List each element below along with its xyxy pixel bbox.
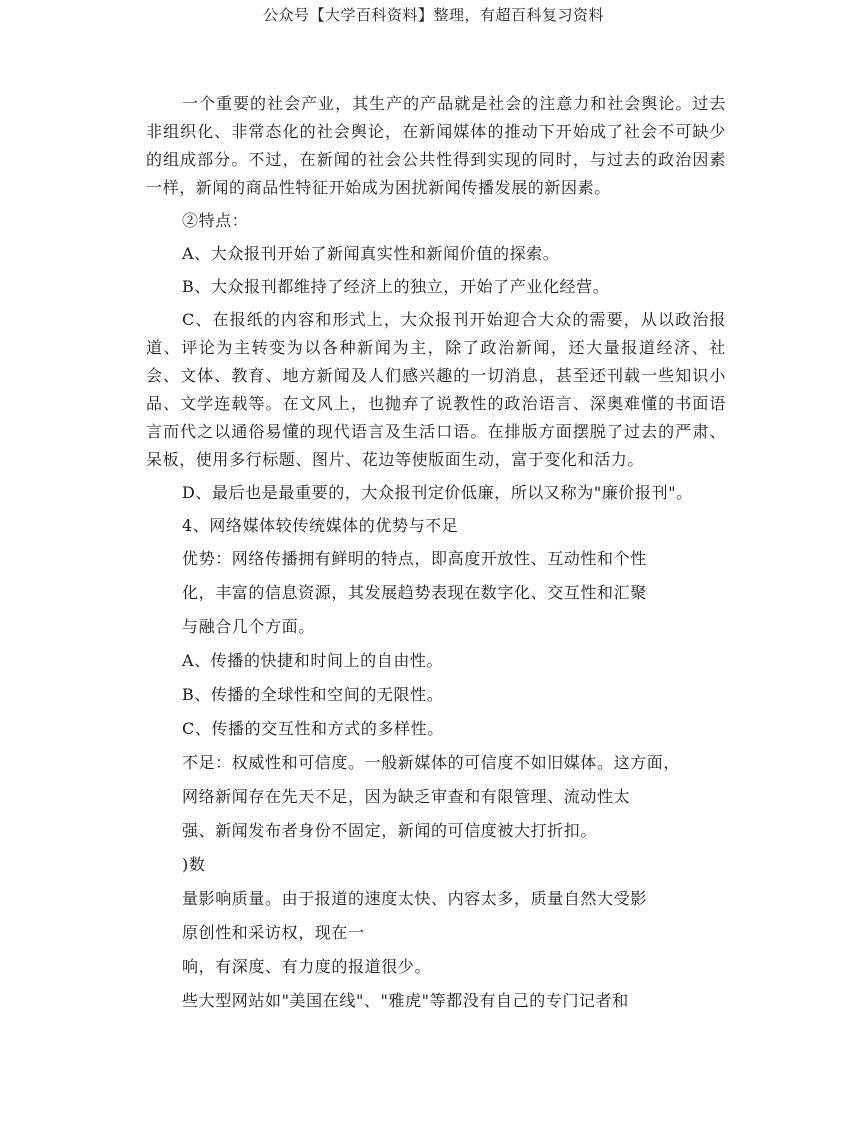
intro-paragraph: 一个重要的社会产业，其生产的产品就是社会的注意力和社会舆论。过去非组织化、非常态化的社会舆论，在新闻媒体的推动下开始成了社会不可缺少的组成部分。不过，在新闻的社会公共性得到实现的同时，与过去的政治因素一样，新闻的商品性特征开始成为困扰新闻传播发展的新因素。 <box>146 94 726 197</box>
section4-heading: 4、网络媒体较传统媒体的优势与不足 <box>182 516 459 535</box>
fragment-2: 量影响质量。由于报道的速度太快、内容太多，质量自然大受影 <box>182 889 647 908</box>
advantages-line-3: 与融合几个方面。 <box>182 617 315 636</box>
feature-a: A、大众报刊开始了新闻真实性和新闻价值的探索。 <box>182 244 560 263</box>
advantages-line-2: 化，丰富的信息资源，其发展趋势表现在数字化、交互性和汇聚 <box>182 583 647 602</box>
advantages-line-1: 优势：网络传播拥有鲜明的特点，即高度开放性、互动性和个性 <box>182 549 647 568</box>
fragment-3: 原创性和采访权，现在一 <box>182 923 365 942</box>
features-heading: ②特点： <box>182 211 249 230</box>
fragment-4: 响，有深度、有力度的报道很少。 <box>182 957 432 976</box>
advantage-c: C、传播的交互性和方式的多样性。 <box>182 719 444 738</box>
advantage-a: A、传播的快捷和时间上的自由性。 <box>182 651 444 670</box>
fragment-1: )数 <box>182 855 206 874</box>
feature-d: D、最后也是最重要的，大众报刊定价低廉，所以又称为"廉价报刊"。 <box>182 483 693 502</box>
page-header: 公众号【大学百科资料】整理，有超百科复习资料 <box>262 6 604 24</box>
feature-c: C、在报纸的内容和形式上，大众报刊开始迎合大众的需要，从以政治报道、评论为主转变为以各种新闻为主，除了政治新闻，还大量报道经济、社会、文体、教育、地方新闻及人们感兴趣的一切消息，甚至还刊载一些知识小品、文学连载等。在文风上，也抛弃了说教性的政治语言、深奥难懂的书面语言而代之以通俗易懂的现代语言及生活口语。在排版方面摆脱了过去的严肃、呆板，使用多行标题、图片、花边等使版面生动，富于变化和活力。 <box>146 310 726 469</box>
advantage-b: B、传播的全球性和空间的无限性。 <box>182 685 444 704</box>
document-body <box>146 90 726 1021</box>
fragment-5: 些大型网站如"美国在线"、"雅虎"等都没有自己的专门记者和 <box>182 991 629 1010</box>
disadvantages-line-3: 强、新闻发布者身份不固定，新闻的可信度被大打折扣。 <box>182 821 598 840</box>
feature-b: B、大众报刊都维持了经济上的独立，开始了产业化经营。 <box>182 277 610 296</box>
disadvantages-line-2: 网络新闻存在先天不足，因为缺乏审查和有限管理、流动性太 <box>182 787 631 806</box>
disadvantages-line-1: 不足：权威性和可信度。一般新媒体的可信度不如旧媒体。这方面， <box>182 753 681 772</box>
